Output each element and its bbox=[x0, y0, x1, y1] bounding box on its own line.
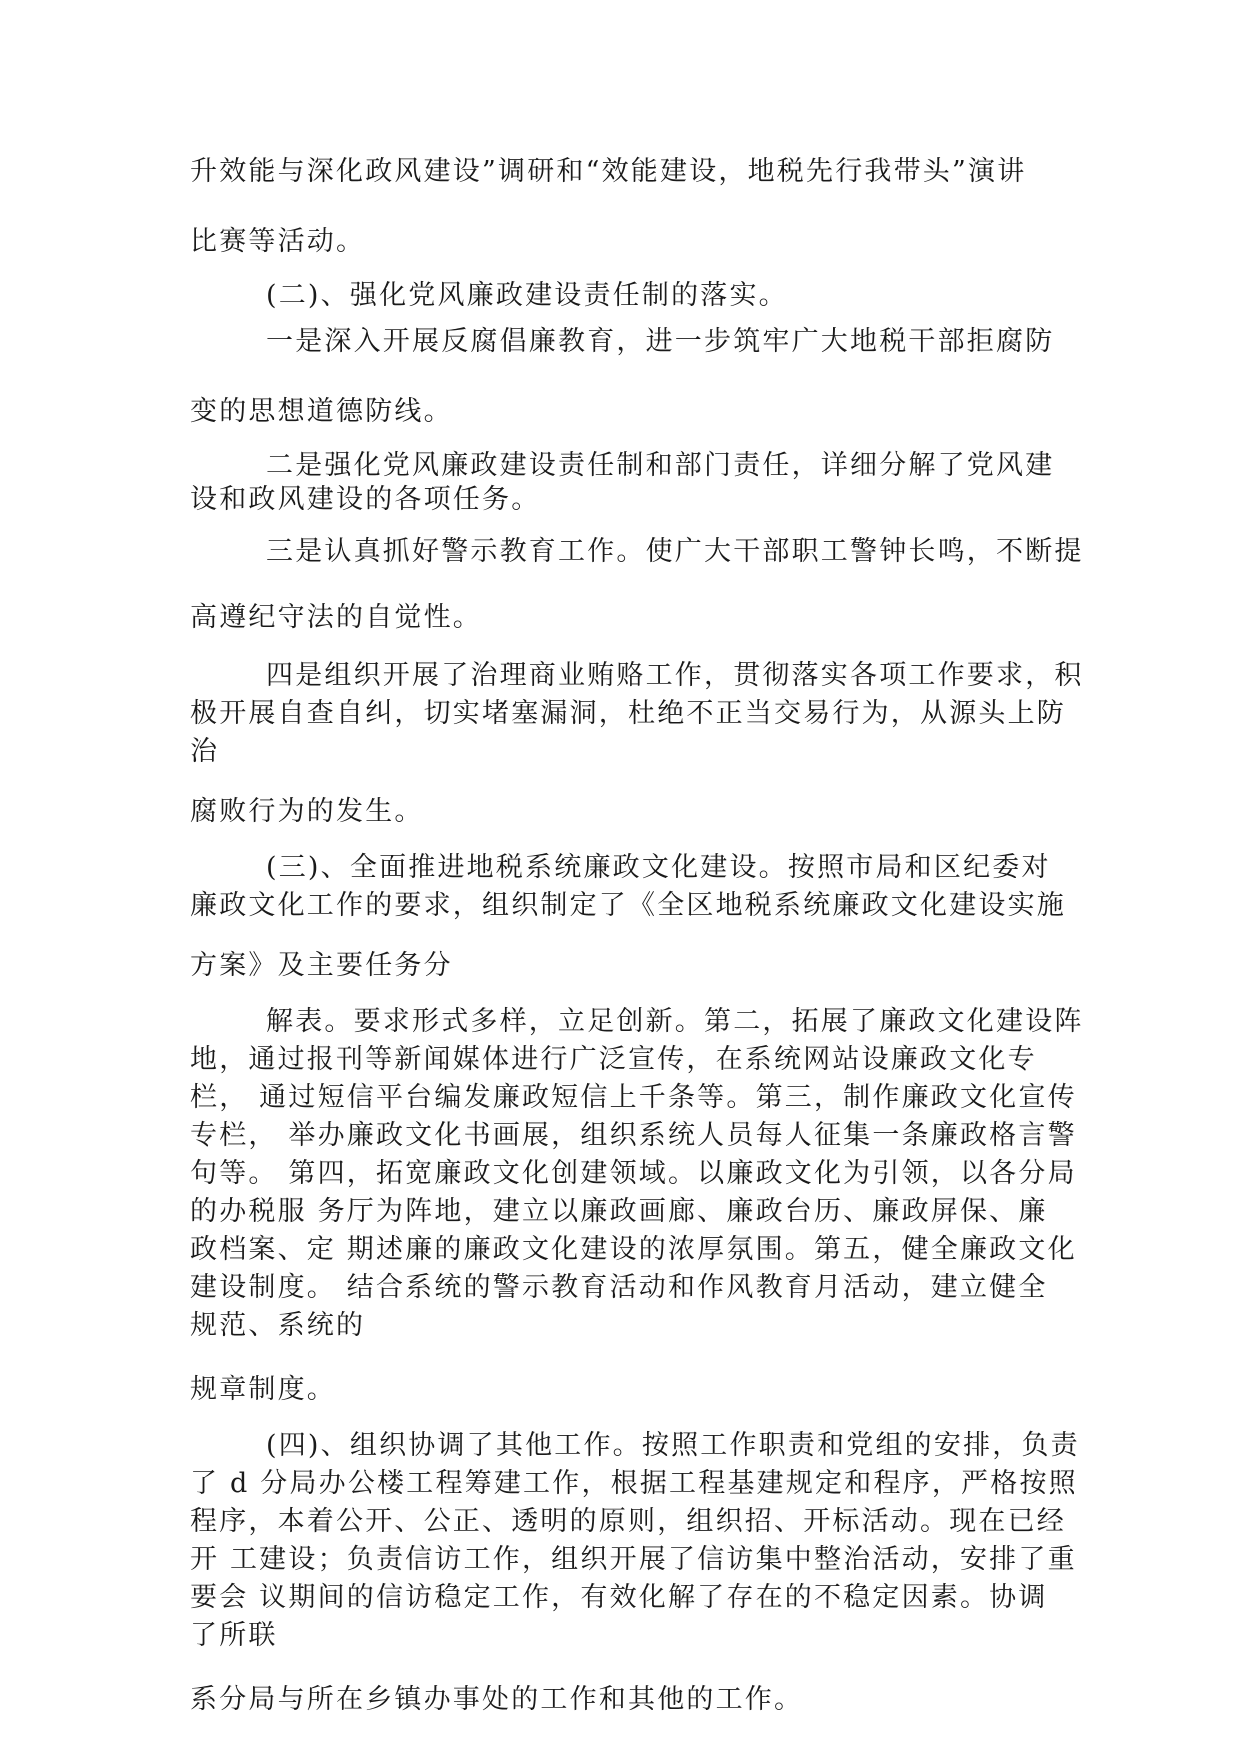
text-line: 开 工建设；负责信访工作，组织开展了信访集中整治活动，安排了重 bbox=[190, 1544, 1077, 1575]
text-line: 极开展自查自纠，切实堵塞漏洞，杜绝不正当交易行为，从源头上防 bbox=[190, 698, 1066, 729]
section-heading: (二)、强化党风廉政建设责任制的落实。 bbox=[266, 280, 788, 311]
text-line: 规章制度。 bbox=[190, 1374, 336, 1405]
text-line: 设和政风建设的各项任务。 bbox=[190, 484, 541, 515]
text-line: 的办税服 务厅为阵地，建立以廉政画廊、廉政台历、廉政屏保、廉 bbox=[190, 1196, 1048, 1227]
text-line: 栏， 通过短信平台编发廉政短信上千条等。第三，制作廉政文化宣传 bbox=[190, 1082, 1077, 1113]
text-line: 一是深入开展反腐倡廉教育，进一步筑牢广大地税干部拒腐防 bbox=[266, 326, 1055, 357]
text-line: 要会 议期间的信访稳定工作，有效化解了存在的不稳定因素。协调 bbox=[190, 1582, 1048, 1613]
text-line: 比赛等活动。 bbox=[190, 226, 366, 257]
text-line: 规范、系统的 bbox=[190, 1310, 366, 1341]
text-line: 二是强化党风廉政建设责任制和部门责任，详细分解了党风建 bbox=[266, 450, 1055, 481]
text-line: 高遵纪守法的自觉性。 bbox=[190, 602, 482, 633]
text-line: 治 bbox=[190, 736, 220, 767]
section-heading: (三)、全面推进地税系统廉政文化建设。按照市局和区纪委对 bbox=[266, 852, 1051, 883]
text-line: 专栏， 举办廉政文化书画展，组织系统人员每人征集一条廉政格言警 bbox=[190, 1120, 1077, 1151]
text-line: 地，通过报刊等新闻媒体进行广泛宣传，在系统网站设廉政文化专 bbox=[190, 1044, 1037, 1075]
text-line: 句等。 第四，拓宽廉政文化创建领域。以廉政文化为引领，以各分局 bbox=[190, 1158, 1077, 1189]
text-line: 了所联 bbox=[190, 1620, 278, 1651]
text-line: 程序，本着公开、公正、透明的原则，组织招、开标活动。现在已经 bbox=[190, 1506, 1066, 1537]
text-line: 四是组织开展了治理商业贿赂工作，贯彻落实各项工作要求，积 bbox=[266, 660, 1084, 691]
text-line: 系分局与所在乡镇办事处的工作和其他的工作。 bbox=[190, 1684, 804, 1715]
text-line: 政档案、定 期述廉的廉政文化建设的浓厚氛围。第五，健全廉政文化 bbox=[190, 1234, 1077, 1265]
text-line: 腐败行为的发生。 bbox=[190, 796, 424, 827]
text-line: 了 d 分局办公楼工程筹建工作，根据工程基建规定和程序，严格按照 bbox=[190, 1468, 1078, 1499]
text-line: 廉政文化工作的要求，组织制定了《全区地税系统廉政文化建设实施 bbox=[190, 890, 1066, 921]
text-line: 方案》及主要任务分 bbox=[190, 950, 453, 981]
text-line: 变的思想道德防线。 bbox=[190, 396, 453, 427]
section-heading: (四)、组织协调了其他工作。按照工作职责和党组的安排，负责 bbox=[266, 1430, 1080, 1461]
text-line: 三是认真抓好警示教育工作。使广大干部职工警钟长鸣，不断提 bbox=[266, 536, 1084, 567]
text-line: 升效能与深化政风建设”调研和“效能建设，地税先行我带头”演讲 bbox=[190, 156, 1027, 187]
text-line: 建设制度。 结合系统的警示教育活动和作风教育月活动，建立健全 bbox=[190, 1272, 1048, 1303]
text-line: 解表。要求形式多样，立足创新。第二，拓展了廉政文化建设阵 bbox=[266, 1006, 1084, 1037]
